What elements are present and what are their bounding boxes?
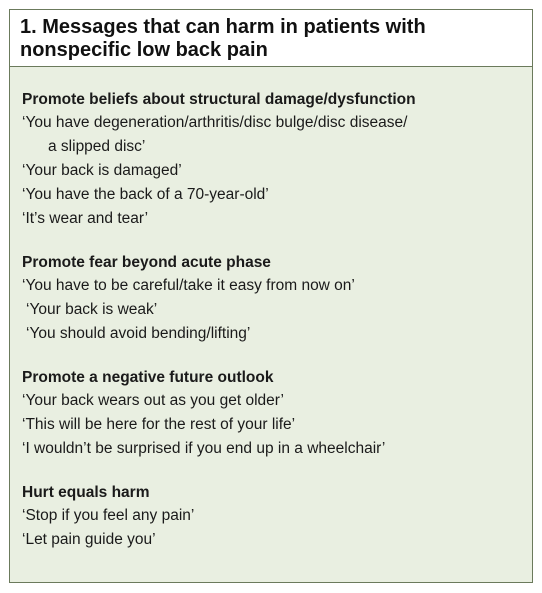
box-header <box>10 10 532 67</box>
message-line: ‘You have the back of a 70-year-old’ <box>22 186 269 203</box>
message-line-continuation: a slipped disc’ <box>48 138 146 155</box>
message-line: ‘This will be here for the rest of your life’ <box>22 416 296 433</box>
info-box <box>9 9 533 583</box>
section-heading: Promote fear beyond acute phase <box>22 254 271 271</box>
message-line: ‘Let pain guide you’ <box>22 531 156 548</box>
section-fear <box>22 252 532 346</box>
message-line: ‘You have to be careful/take it easy from now on’ <box>22 277 355 294</box>
message-line: ‘It’s wear and tear’ <box>22 210 149 227</box>
message-line: ‘You should avoid bending/lifting’ <box>26 325 251 342</box>
section-heading: Promote a negative future outlook <box>22 369 274 386</box>
message-line: ‘I wouldn’t be surprised if you end up in a wheelchair’ <box>22 440 386 457</box>
section-heading: Promote beliefs about structural damage/dysfunction <box>22 91 416 108</box>
section-structural-damage <box>22 89 532 231</box>
message-line: ‘Your back is weak’ <box>26 301 158 318</box>
message-line: ‘Stop if you feel any pain’ <box>22 507 195 524</box>
message-line: ‘Your back wears out as you get older’ <box>22 392 284 409</box>
section-heading: Hurt equals harm <box>22 484 150 501</box>
section-negative-outlook <box>22 367 532 461</box>
box-title-line-2: nonspecific low back pain <box>20 39 268 61</box>
box-content <box>10 67 532 552</box>
box-title-line-1: 1. Messages that can harm in patients with <box>20 16 426 38</box>
section-hurt-harm <box>22 482 532 552</box>
message-line: ‘You have degeneration/arthritis/disc bulge/disc disease/ <box>22 114 408 131</box>
message-line: ‘Your back is damaged’ <box>22 162 182 179</box>
